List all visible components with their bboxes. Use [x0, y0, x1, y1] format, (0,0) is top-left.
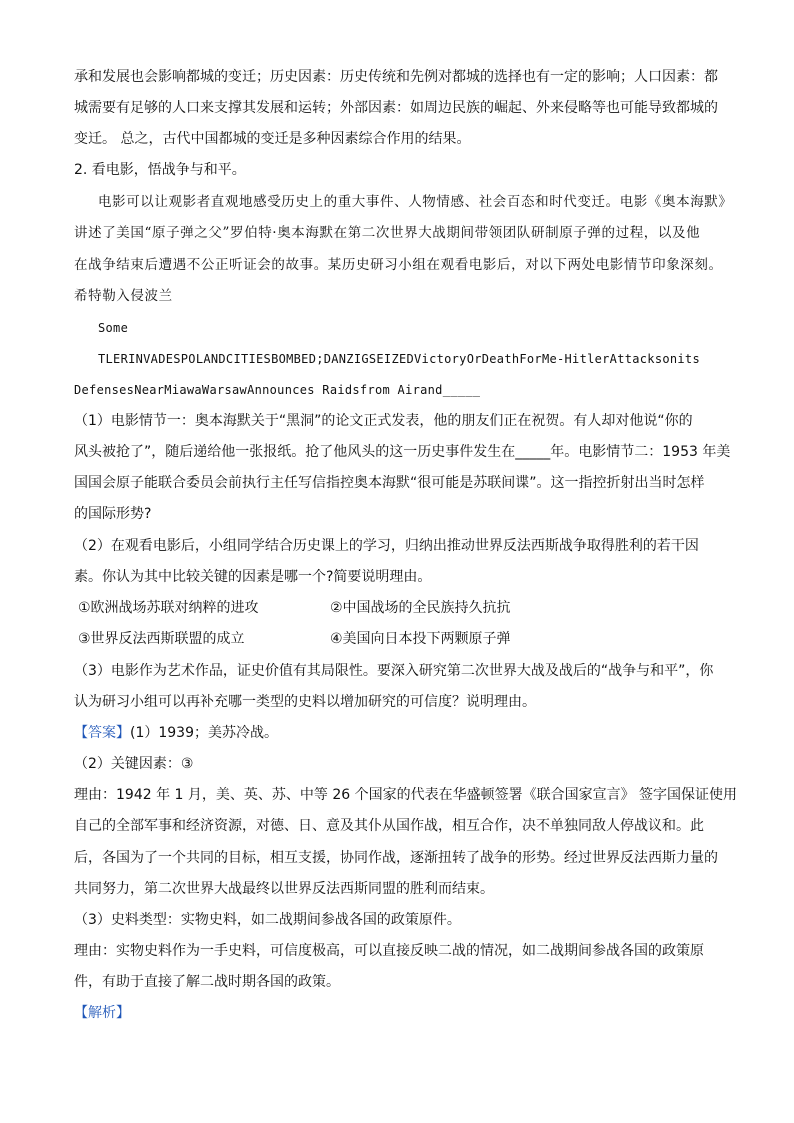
passage-line-3: 在战争结束后遭遇不公正听证会的故事。某历史研习小组在观看电影后，对以下两处电影情节印象深刻。	[74, 257, 723, 273]
passage-line-2: 讲述了美国“原子弹之父”罗伯特·奥本海默在第二次世界大战期间带领团队研制原子弹的过程，以及他	[74, 225, 701, 241]
sub-question-2-line-1: （2）在观看电影后，小组同学结合历史课上的学习，归纳出推动世界反法西斯战争取得胜利的若干因	[74, 538, 699, 554]
sub-question-1-line-1: （1）电影情节一：奥本海默关于“黑洞”的论文正式发表，他的朋友们正在祝贺。有人却对他说“你的	[74, 413, 693, 429]
sub-question-1-line-3: 国国会原子能联合委员会前执行主任写信指控奥本海默“很可能是苏联间谍”。这一指控折射出当时怎样	[74, 475, 705, 491]
analysis-label: 【解析】	[74, 1005, 130, 1021]
answer-1: (1）1939；美苏冷战。	[130, 725, 278, 741]
sub-question-3-line-2: 认为研习小组可以再补充哪一类型的史料以增加研究的可信度？说明理由。	[74, 694, 536, 710]
intro-line-3: 变迁。 总之，古代中国都城的变迁是多种因素综合作用的结果。	[74, 131, 471, 147]
passage-line-1: 电影可以让观影者直观地感受历史上的重大事件、人物情感、社会百态和时代变迁。电影《奥本海默》	[98, 194, 733, 210]
reason-line-6: 件，有助于直接了解二战时期各国的政策。	[74, 974, 340, 990]
intro-line-2: 城需要有足够的人口来支撑其发展和运转；外部因素：如周边民族的崛起、外来侵略等也可能导致都城的	[74, 100, 718, 116]
reason-line-1: 理由：1942 年 1 月，美、英、苏、中等 26 个国家的代表在华盛顿签署《联合国家宣言》 签字国保证使用	[74, 787, 738, 803]
passage-line-4: 希特勒入侵波兰	[74, 288, 173, 304]
answer-2: （2）关键因素：③	[74, 756, 194, 772]
reason-line-3: 后，各国为了一个共同的目标，相互支援，协同作战，逐渐扭转了战争的形势。经过世界反法西斯力量的	[74, 850, 718, 866]
reason-line-2: 自己的全部军事和经济资源，对德、日、意及其仆从国作战，相互合作，决不单独同敌人停战议和。此	[74, 818, 704, 834]
sub-question-2-line-2: 素。你认为其中比较关键的因素是哪一个?简要说明理由。	[74, 569, 432, 585]
intro-line-1: 承和发展也会影响都城的变迁；历史因素：历史传统和先例对都城的选择也有一定的影响；人口因素：都	[74, 69, 718, 85]
option-3: ③世界反法西斯联盟的成立	[78, 631, 245, 647]
newspaper-headline-1: Some	[98, 321, 129, 335]
reason-line-5: 理由：实物史料作为一手史料，可信度极高，可以直接反映二战的情况，如二战期间参战各国的政策原	[74, 943, 704, 959]
option-4: ④美国向日本投下两颗原子弹	[330, 631, 511, 647]
answer-line-1	[74, 723, 278, 743]
newspaper-headline-2: TLERINVADESPOLANDCITIESBOMBED;DANZIGSEIZEDVictoryOrDeathForMe-HitlerAttacksonits	[98, 352, 700, 366]
answer-3: （3）史料类型：实物史料，如二战期间参战各国的政策原件。	[74, 912, 461, 928]
answer-label: 【答案】	[74, 725, 130, 741]
sub-question-1-line-2: 风头被抢了”，随后递给他一张报纸。抢了他风头的这一历史事件发生在_____年。电影情节二：1953 年美	[74, 444, 731, 460]
sub-question-3-line-1: （3）电影作为艺术作品，证史价值有其局限性。要深入研究第二次世界大战及战后的“战争与和平”，你	[74, 663, 714, 679]
sub-question-1-line-4: 的国际形势?	[74, 506, 152, 522]
question-2-heading: 2. 看电影，悟战争与和平。	[74, 162, 246, 178]
reason-line-4: 共同努力，第二次世界大战最终以世界反法西斯同盟的胜利而结束。	[74, 881, 494, 897]
newspaper-headline-3: DefensesNearMiawaWarsawAnnounces Raidsfrom Airand_____	[74, 383, 481, 397]
option-2: ②中国战场的全民族持久抗抗	[330, 600, 511, 616]
option-1: ①欧洲战场苏联对纳粹的进攻	[78, 600, 259, 616]
